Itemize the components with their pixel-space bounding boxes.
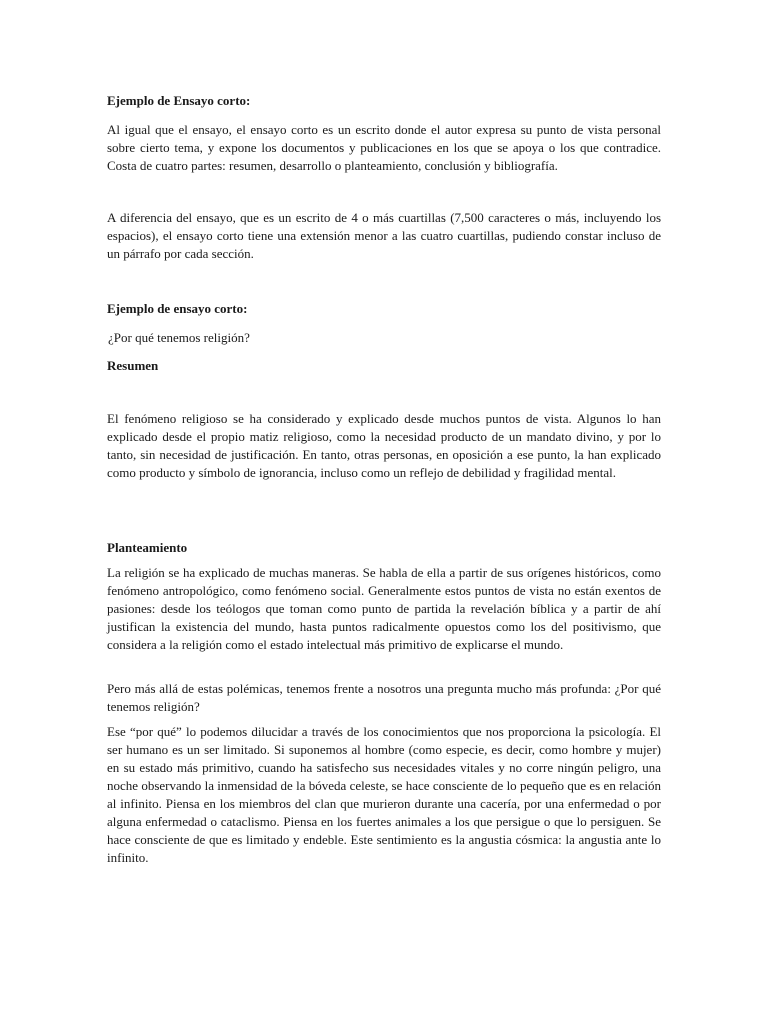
paragraph-planteamiento-1: La religión se ha explicado de muchas maneras. Se habla de ella a partir de sus orígenes históricos, como fenómeno antropológico, como fenómeno social. Generalmente estos puntos de vista no están exentos de pasiones: desde los teólogos que toman como punto de partida la revelación bíblica y a partir de ahí justifican la existencia del mundo, hasta puntos radicalmente opuestos como los del positivismo, que considera a la religión como el estado intelectual más primitivo de explicarse el mundo. — [107, 565, 661, 652]
section-heading-resumen: Resumen — [107, 358, 159, 373]
essay-title: ¿Por qué tenemos religión? — [108, 330, 250, 345]
paragraph-resumen: El fenómeno religioso se ha considerado y explicado desde muchos puntos de vista. Algunos lo han explicado desde el propio matiz religioso, como la necesidad producto de un mandato divino, y por lo tanto, sin necesidad de justificación. En tanto, otras personas, en oposición a ese punto, la han explicado como producto y símbolo de ignorancia, incluso como un reflejo de debilidad y fragilidad mental. — [107, 411, 661, 480]
paragraph-planteamiento-3: Ese “por qué” lo podemos dilucidar a través de los conocimientos que nos proporciona la psicología. El ser humano es un ser limitado. Si suponemos al hombre (como especie, es decir, como hombre y mujer) en su estado más primitivo, cuando ha satisfecho sus necesidades vitales y no corre ningún peligro, una noche observando la inmensidad de la bóveda celeste, se hace consciente de lo pequeño que es en relación al infinito. Piensa en los miembros del clan que murieron durante una cacería, por una enfermedad o por alguna enfermedad o cataclismo. Piensa en los fuertes animales a los que persigue o que lo persiguen. Se hace consciente de que es limitado y endeble. Este sentimiento es la angustia cósmica: la angustia ante lo infinito. — [107, 724, 661, 865]
heading-ejemplo-de-ensayo-corto: Ejemplo de ensayo corto: — [107, 301, 248, 316]
paragraph-planteamiento-2: Pero más allá de estas polémicas, tenemos frente a nosotros una pregunta mucho más profunda: ¿Por qué tenemos religión? — [107, 681, 661, 714]
section-heading-planteamiento: Planteamiento — [107, 540, 188, 555]
paragraph-diferencia-ensayo: A diferencia del ensayo, que es un escrito de 4 o más cuartillas (7,500 caracteres o más, incluyendo los espacios), el ensayo corto tiene una extensión menor a las cuatro cuartillas, pudiendo constar incluso de un párrafo por cada sección. — [107, 210, 661, 261]
heading-ejemplo-ensayo-corto: Ejemplo de Ensayo corto: — [107, 93, 251, 108]
paragraph-introduccion: Al igual que el ensayo, el ensayo corto es un escrito donde el autor expresa su punto de vista personal sobre cierto tema, y expone los documentos y publicaciones en los que se apoya o los que contradice. Costa de cuatro partes: resumen, desarrollo o planteamiento, conclusión y bibliografía. — [107, 122, 661, 173]
